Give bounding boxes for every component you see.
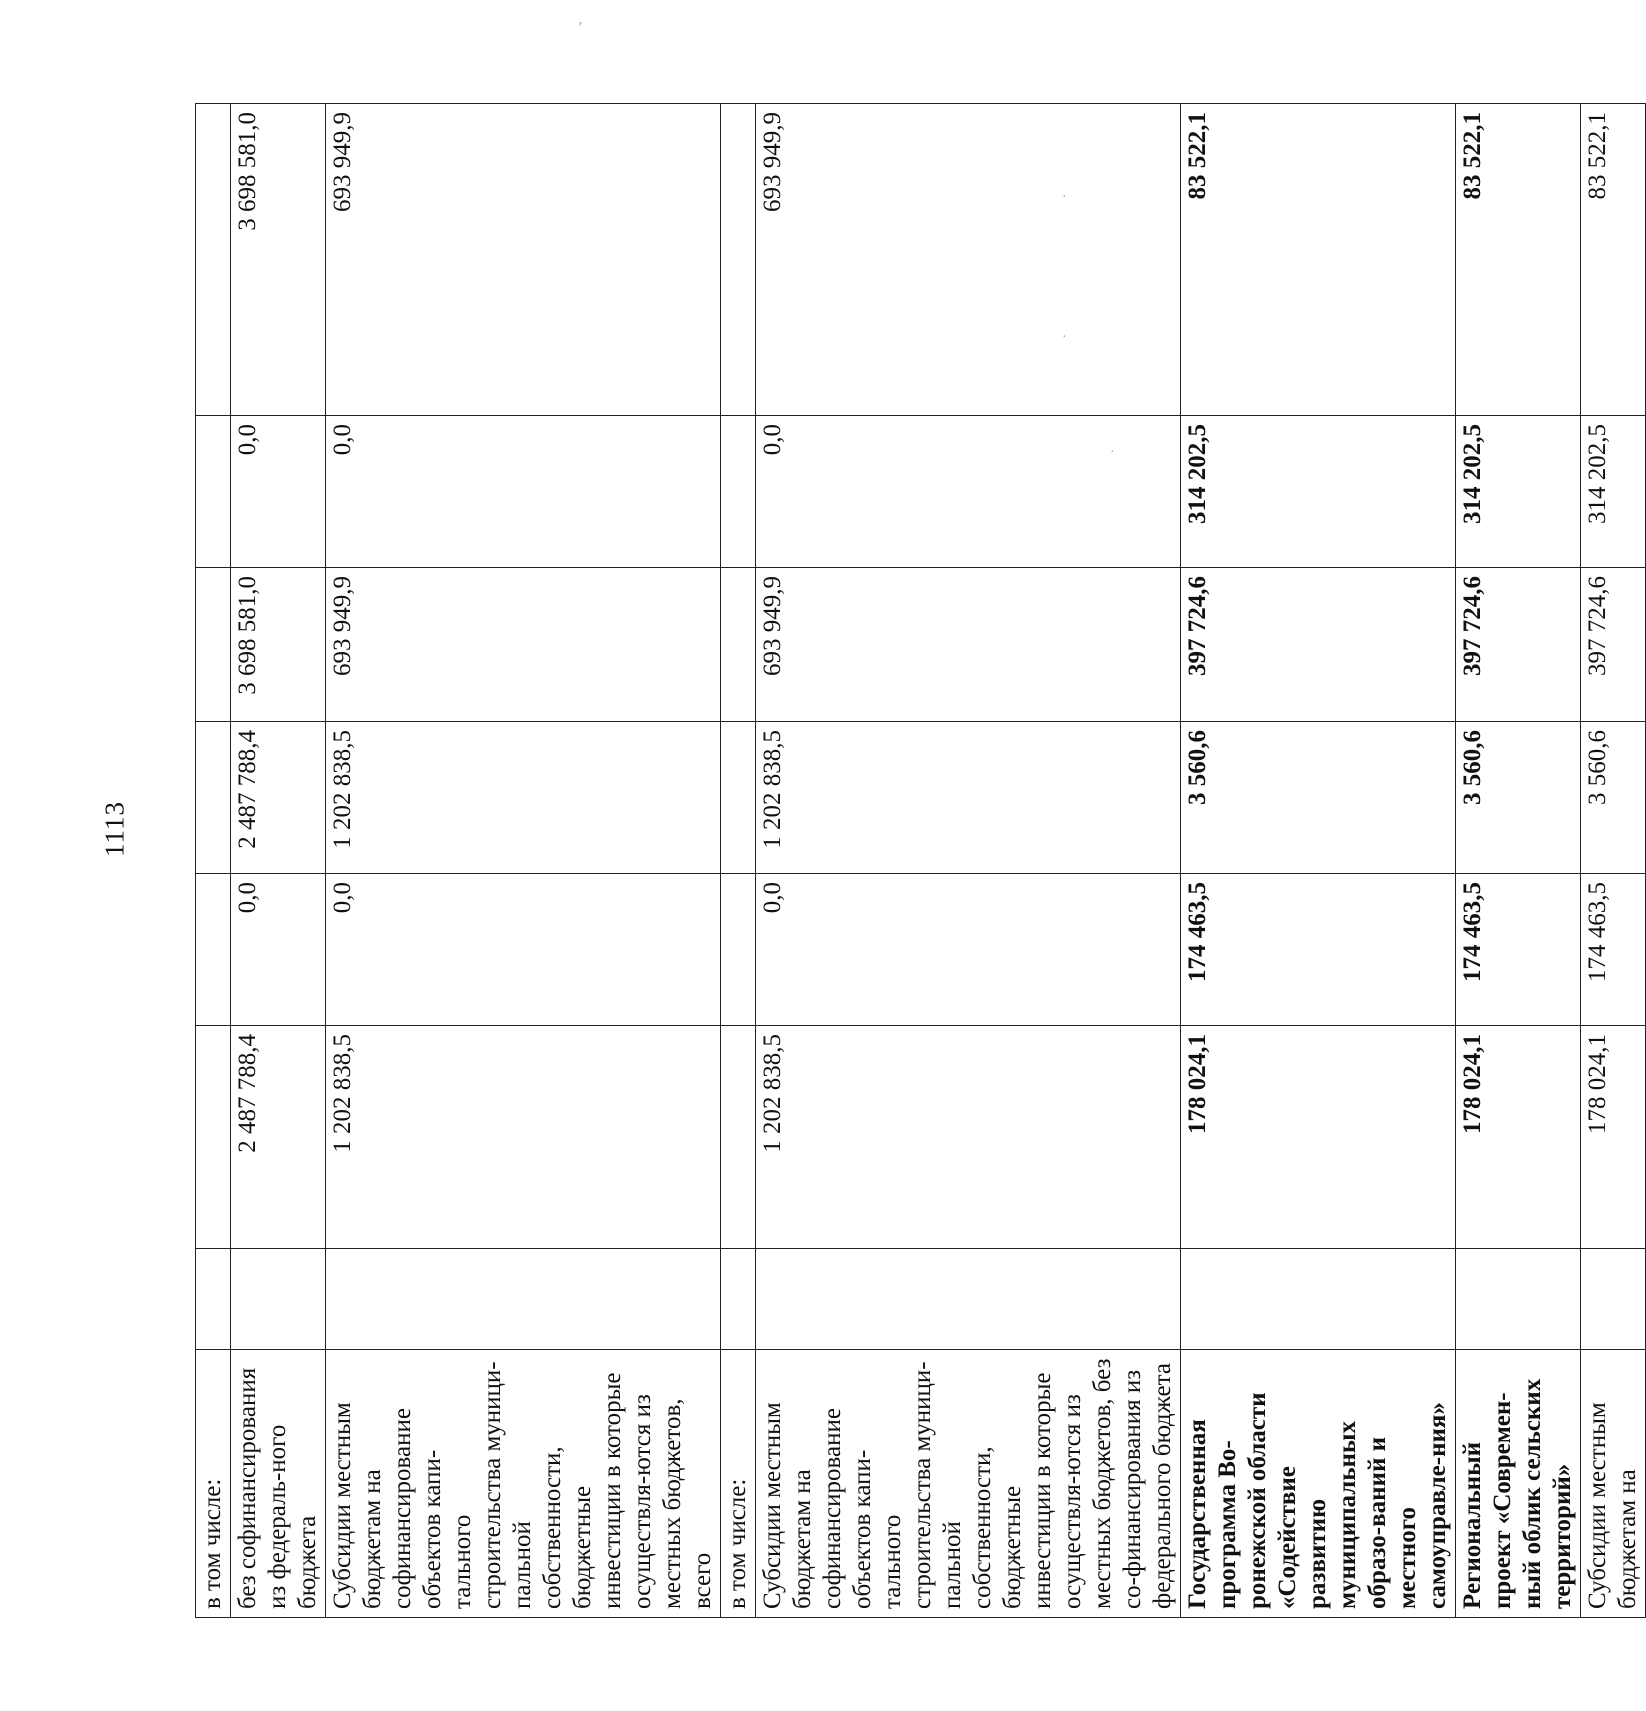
table-cell: 3 560,6 [1181, 722, 1456, 874]
scan-mark: · [1062, 330, 1067, 345]
table-cell [721, 1249, 756, 1350]
page-number: 1113 [99, 801, 130, 857]
table-row [1456, 104, 1581, 1618]
table-cell [721, 722, 756, 874]
table-row [1581, 104, 1646, 1618]
table-cell [196, 1249, 231, 1350]
table-cell: 314 202,5 [1581, 416, 1646, 568]
table-cell [756, 1249, 1181, 1350]
table-cell: 0,0 [231, 874, 326, 1026]
table-cell: 2 487 788,4 [231, 722, 326, 874]
table-cell: 174 463,5 [1456, 874, 1581, 1026]
table-cell: 0,0 [326, 874, 721, 1026]
scan-mark: · [1110, 445, 1115, 460]
table-cell [721, 104, 756, 416]
table-cell: 2 487 788,4 [231, 1026, 326, 1249]
table-row [231, 104, 326, 1618]
table-cell: 3 698 581,0 [231, 104, 326, 416]
table-cell [721, 416, 756, 568]
table-cell: 693 949,9 [326, 568, 721, 722]
table-cell [196, 874, 231, 1026]
budget-table [195, 103, 1646, 1618]
table-cell [721, 1026, 756, 1249]
table-cell: 0,0 [326, 416, 721, 568]
table-cell [721, 568, 756, 722]
table-cell: 0,0 [756, 416, 1181, 568]
table-cell [1456, 1249, 1581, 1350]
row-label-cell: Субсидии местным бюджетам на софинансирование объектов капи-тального строительства муници-пальной собственности, бюджетные инвестиции в которые осуществля-ются из местных бюджетов, всего [326, 1350, 721, 1618]
table-row [721, 104, 756, 1618]
row-label-cell: без софинансирования из федераль-ного бюджета [231, 1350, 326, 1618]
table-cell [196, 568, 231, 722]
table-cell: 83 522,1 [1181, 104, 1456, 416]
table-cell: 693 949,9 [326, 104, 721, 416]
table-cell: 397 724,6 [1581, 568, 1646, 722]
table-cell: 178 024,1 [1456, 1026, 1581, 1249]
table-container [195, 104, 1641, 1618]
table-cell: 174 463,5 [1181, 874, 1456, 1026]
scan-mark: ʼ [578, 20, 583, 35]
row-label-cell: Государственная программа Во-ронежской области «Содействие развитию муниципальных образо-ваний и местного самоуправле-ния» [1181, 1350, 1456, 1618]
table-cell [326, 1249, 721, 1350]
table-row [756, 104, 1181, 1618]
table-cell [1581, 1249, 1646, 1350]
row-label-cell: в том числе: [721, 1350, 756, 1618]
table-cell: 1 202 838,5 [756, 1026, 1181, 1249]
table-cell: 693 949,9 [756, 568, 1181, 722]
table-row [196, 104, 231, 1618]
table-cell [231, 1249, 326, 1350]
table-row [326, 104, 721, 1618]
table-cell: 3 560,6 [1581, 722, 1646, 874]
table-cell [1181, 1249, 1456, 1350]
row-label-cell: в том числе: [196, 1350, 231, 1618]
table-cell: 1 202 838,5 [326, 1026, 721, 1249]
table-cell: 83 522,1 [1581, 104, 1646, 416]
table-cell: 1 202 838,5 [326, 722, 721, 874]
row-label-cell: Субсидии местным бюджетам на [1581, 1350, 1646, 1618]
table-cell: 314 202,5 [1181, 416, 1456, 568]
table-cell: 314 202,5 [1456, 416, 1581, 568]
row-label-cell: Региональный проект «Современ-ный облик сельских территорий» [1456, 1350, 1581, 1618]
table-cell: 178 024,1 [1581, 1026, 1646, 1249]
table-cell: 397 724,6 [1456, 568, 1581, 722]
table-row [1181, 104, 1456, 1618]
table-cell [196, 1026, 231, 1249]
table-cell: 3 698 581,0 [231, 568, 326, 722]
scan-mark: · [1062, 190, 1067, 205]
table-cell: 397 724,6 [1181, 568, 1456, 722]
table-cell: 0,0 [231, 416, 326, 568]
row-label-cell: Субсидии местным бюджетам на софинансирование объектов капи-тального строительства муници-пальной собственности, бюджетные инвестиции в которые осуществля-ются из местных бюджетов, без со-финансирования из федерального бюджета [756, 1350, 1181, 1618]
table-body [196, 104, 1646, 1618]
table-cell: 0,0 [756, 874, 1181, 1026]
table-cell [721, 874, 756, 1026]
table-cell [196, 416, 231, 568]
table-cell: 693 949,9 [756, 104, 1181, 416]
table-cell: 174 463,5 [1581, 874, 1646, 1026]
table-cell: 178 024,1 [1181, 1026, 1456, 1249]
table-cell: 83 522,1 [1456, 104, 1581, 416]
table-cell [196, 104, 231, 416]
table-cell: 1 202 838,5 [756, 722, 1181, 874]
table-cell: 3 560,6 [1456, 722, 1581, 874]
table-cell [196, 722, 231, 874]
